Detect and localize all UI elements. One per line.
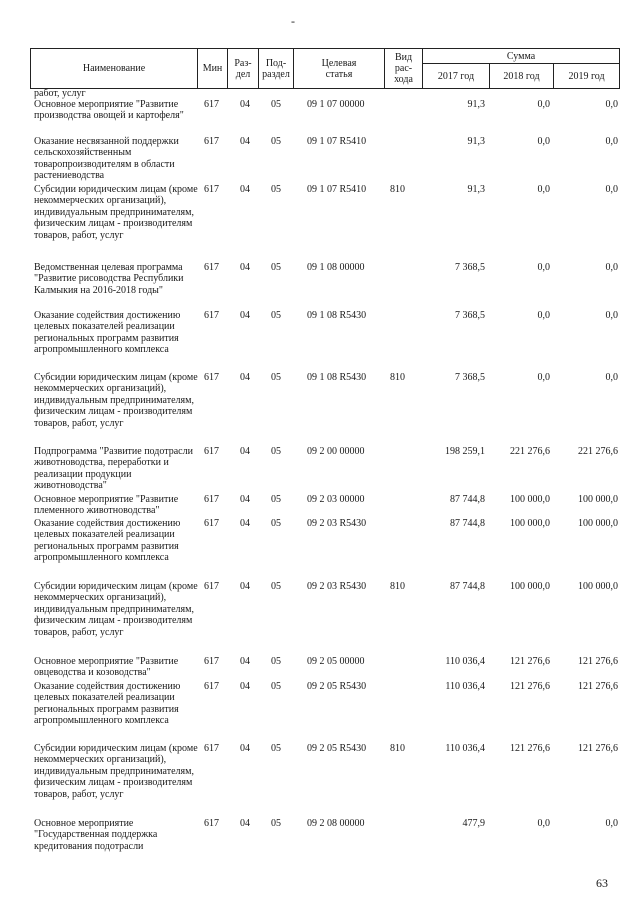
- row-celevaya-statya: 09 2 03 R5430: [307, 581, 367, 592]
- row-sum-2019: 0,0: [605, 184, 618, 195]
- row-min: 617: [204, 656, 219, 667]
- row-celevaya-statya: 09 2 03 R5430: [307, 518, 367, 529]
- row-sum-2019: 0,0: [605, 818, 618, 829]
- row-name: Оказание содействия достижению целевых показателей реализации региональных программ развития агропромышленного комплекса: [34, 518, 181, 564]
- row-name: Субсидии юридическим лицам (кроме некоммерческих организаций), индивидуальным предпринимателям, физическим лицам - производителям товаров, работ, услуг: [34, 184, 198, 241]
- row-name: Субсидии юридическим лицам (кроме некоммерческих организаций), индивидуальным предпринимателям, физическим лицам - производителям товаров, работ, услуг: [34, 743, 198, 800]
- row-sum-2018: 0,0: [537, 818, 550, 829]
- row-min: 617: [204, 681, 219, 692]
- row-sum-2017: 87 744,8: [450, 581, 485, 592]
- row-vid: 810: [390, 581, 405, 592]
- row-sum-2017: 91,3: [467, 136, 485, 147]
- header-celevaya-statya: Целевая статья: [294, 49, 385, 89]
- row-sum-2017: 110 036,4: [445, 681, 485, 692]
- row-podrazdel: 05: [271, 446, 281, 457]
- row-razdel: 04: [240, 581, 250, 592]
- header-vid-raskhoda: Вид рас- хода: [385, 49, 423, 89]
- header-name: Наименование: [31, 49, 198, 89]
- row-sum-2018: 221 276,6: [510, 446, 550, 457]
- row-podrazdel: 05: [271, 743, 281, 754]
- row-sum-2019: 121 276,6: [578, 681, 618, 692]
- row-sum-2017: 87 744,8: [450, 494, 485, 505]
- row-razdel: 04: [240, 262, 250, 273]
- row-min: 617: [204, 518, 219, 529]
- row-sum-2017: 87 744,8: [450, 518, 485, 529]
- header-min: Мин: [198, 49, 228, 89]
- row-name: Основное мероприятие "Государственная поддержка кредитования подотрасли: [34, 818, 158, 852]
- row-sum-2019: 0,0: [605, 310, 618, 321]
- row-sum-2018: 121 276,6: [510, 681, 550, 692]
- row-podrazdel: 05: [271, 99, 281, 110]
- row-razdel: 04: [240, 681, 250, 692]
- row-sum-2019: 100 000,0: [578, 518, 618, 529]
- row-sum-2017: 91,3: [467, 184, 485, 195]
- row-sum-2019: 0,0: [605, 99, 618, 110]
- row-min: 617: [204, 184, 219, 195]
- row-podrazdel: 05: [271, 818, 281, 829]
- row-sum-2017: 7 368,5: [455, 310, 485, 321]
- row-min: 617: [204, 743, 219, 754]
- row-sum-2018: 0,0: [537, 372, 550, 383]
- row-celevaya-statya: 09 2 05 R5430: [307, 681, 367, 692]
- row-celevaya-statya: 09 1 07 R5410: [307, 136, 367, 147]
- row-celevaya-statya: 09 1 08 R5430: [307, 310, 367, 321]
- row-min: 617: [204, 581, 219, 592]
- header-2019: 2019 год: [554, 64, 620, 89]
- row-celevaya-statya: 09 2 08 00000: [307, 818, 365, 829]
- row-razdel: 04: [240, 656, 250, 667]
- row-razdel: 04: [240, 184, 250, 195]
- page-number: 63: [596, 876, 608, 890]
- row-sum-2017: 198 259,1: [445, 446, 485, 457]
- row-podrazdel: 05: [271, 184, 281, 195]
- row-podrazdel: 05: [271, 494, 281, 505]
- row-min: 617: [204, 262, 219, 273]
- row-vid: 810: [390, 372, 405, 383]
- row-razdel: 04: [240, 310, 250, 321]
- header-2017: 2017 год: [423, 64, 490, 89]
- row-celevaya-statya: 09 1 08 R5430: [307, 372, 367, 383]
- row-razdel: 04: [240, 743, 250, 754]
- row-celevaya-statya: 09 1 08 00000: [307, 262, 365, 273]
- row-celevaya-statya: 09 1 07 00000: [307, 99, 365, 110]
- row-sum-2019: 0,0: [605, 136, 618, 147]
- row-min: 617: [204, 136, 219, 147]
- row-min: 617: [204, 310, 219, 321]
- row-min: 617: [204, 494, 219, 505]
- row-celevaya-statya: 09 2 05 R5430: [307, 743, 367, 754]
- row-razdel: 04: [240, 518, 250, 529]
- row-name: Основное мероприятие "Развитие производства овощей и картофеля": [34, 99, 184, 122]
- row-name: Оказание несвязанной поддержки сельскохозяйственным товаропроизводителям в области растениеводства: [34, 136, 179, 182]
- row-sum-2019: 0,0: [605, 262, 618, 273]
- row-razdel: 04: [240, 136, 250, 147]
- row-razdel: 04: [240, 818, 250, 829]
- row-sum-2017: 91,3: [467, 99, 485, 110]
- row-podrazdel: 05: [271, 656, 281, 667]
- row-sum-2019: 100 000,0: [578, 494, 618, 505]
- row-sum-2018: 121 276,6: [510, 656, 550, 667]
- row-name: Субсидии юридическим лицам (кроме некоммерческих организаций), индивидуальным предпринимателям, физическим лицам - производителям товаров, работ, услуг: [34, 581, 198, 638]
- row-min: 617: [204, 372, 219, 383]
- row-podrazdel: 05: [271, 681, 281, 692]
- row-vid: 810: [390, 743, 405, 754]
- header-summa: Сумма: [423, 49, 620, 64]
- row-sum-2018: 0,0: [537, 99, 550, 110]
- row-celevaya-statya: 09 2 05 00000: [307, 656, 365, 667]
- row-min: 617: [204, 818, 219, 829]
- row-name: Оказание содействия достижению целевых показателей реализации региональных программ развития агропромышленного комплекса: [34, 681, 181, 727]
- row-sum-2018: 0,0: [537, 184, 550, 195]
- row-sum-2019: 121 276,6: [578, 743, 618, 754]
- row-sum-2017: 110 036,4: [445, 743, 485, 754]
- row-razdel: 04: [240, 446, 250, 457]
- row-sum-2017: 7 368,5: [455, 372, 485, 383]
- row-sum-2019: 221 276,6: [578, 446, 618, 457]
- row-razdel: 04: [240, 99, 250, 110]
- row-name: Основное мероприятие "Развитие племенного животноводства": [34, 494, 179, 517]
- row-sum-2019: 121 276,6: [578, 656, 618, 667]
- row-sum-2017: 7 368,5: [455, 262, 485, 273]
- row-sum-2019: 0,0: [605, 372, 618, 383]
- row-name: Подпрограмма "Развитие подотрасли животноводства, переработки и реализации продукции животноводства": [34, 446, 193, 492]
- row-min: 617: [204, 446, 219, 457]
- header-razdel: Раз- дел: [228, 49, 259, 89]
- row-name: Оказание содействия достижению целевых показателей реализации региональных программ развития агропромышленного комплекса: [34, 310, 181, 356]
- row-sum-2017: 477,9: [462, 818, 485, 829]
- row-podrazdel: 05: [271, 310, 281, 321]
- row-razdel: 04: [240, 494, 250, 505]
- row-podrazdel: 05: [271, 518, 281, 529]
- row-sum-2018: 0,0: [537, 310, 550, 321]
- row-name: Основное мероприятие "Развитие овцеводства и козоводства": [34, 656, 179, 679]
- row-sum-2018: 100 000,0: [510, 494, 550, 505]
- row-vid: 810: [390, 184, 405, 195]
- row-podrazdel: 05: [271, 581, 281, 592]
- row-name: Ведомственная целевая программа "Развитие рисоводства Республики Калмыкия на 2016-2018 годы": [34, 262, 184, 296]
- row-celevaya-statya: 09 1 07 R5410: [307, 184, 367, 195]
- header-podrazdel: Под- раздел: [259, 49, 294, 89]
- row-podrazdel: 05: [271, 262, 281, 273]
- row-name: Субсидии юридическим лицам (кроме некоммерческих организаций), индивидуальным предпринимателям, физическим лицам - производителям товаров, работ, услуг: [34, 372, 198, 429]
- row-celevaya-statya: 09 2 03 00000: [307, 494, 365, 505]
- row-podrazdel: 05: [271, 136, 281, 147]
- row-sum-2018: 0,0: [537, 262, 550, 273]
- row-celevaya-statya: 09 2 00 00000: [307, 446, 365, 457]
- row-sum-2018: 100 000,0: [510, 518, 550, 529]
- row-podrazdel: 05: [271, 372, 281, 383]
- row-min: 617: [204, 99, 219, 110]
- row-sum-2019: 100 000,0: [578, 581, 618, 592]
- row-sum-2018: 100 000,0: [510, 581, 550, 592]
- header-2018: 2018 год: [490, 64, 554, 89]
- row-sum-2017: 110 036,4: [445, 656, 485, 667]
- row-sum-2018: 0,0: [537, 136, 550, 147]
- page-dash: -: [291, 14, 295, 28]
- row-sum-2018: 121 276,6: [510, 743, 550, 754]
- row-razdel: 04: [240, 372, 250, 383]
- row-name: работ, услуг: [34, 88, 86, 99]
